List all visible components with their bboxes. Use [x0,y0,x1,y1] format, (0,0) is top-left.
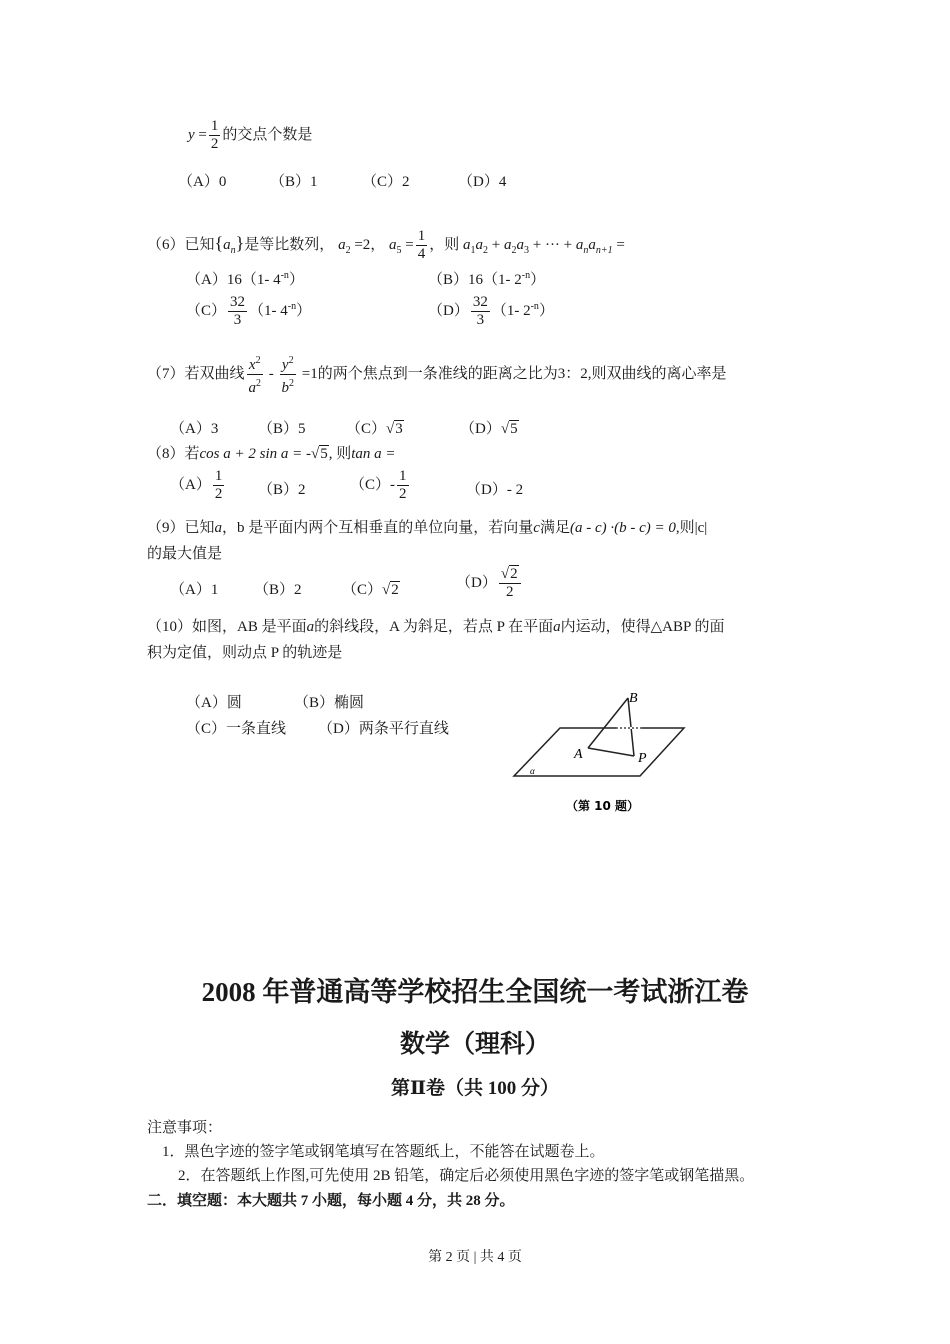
q10-option-d: （D）两条平行直线 [318,721,449,737]
q6-then-text: ，则 [429,236,460,253]
label-a: A [574,747,583,762]
figure-caption: （第 10 题） [566,799,640,813]
q6-seq-text: 是等比数列， [244,236,335,253]
q6-given-a2: =2， [354,236,386,253]
q6-given-a5: = [405,236,414,253]
q6-option-b: （B）16（1- $2^{-n}$） [428,270,546,288]
q6-option-a: （A）16（1- $4^{-n}$） [186,270,304,288]
q9-option-b: （B）2 [254,582,302,598]
q10-option-a: （A）圆 [186,695,242,711]
q10-option-c: （C）一条直线 [186,721,287,737]
q8-option-a: （A） $\frac{1}{2}$ [170,468,223,502]
q10-stem-line1: （10）如图，AB 是平面a的斜线段，A 为斜足，若点 P 在平面a内运动，使得△ABP 的面 [147,619,725,635]
q9-option-d: （D） $\frac{√2}{2}$ [456,566,523,601]
q8-label: （8）若 [147,446,200,462]
section-title: 2008 年普通高等学校招生全国统一考试浙江卷 [201,977,749,1007]
notice-item-2: 2．在答题纸上作图,可先使用 2B 铅笔，确定后必须使用黑色字迹的签字笔或钢笔描黑。 [178,1168,755,1184]
page-footer: 第 2 页 | 共 4 页 [428,1250,522,1265]
q10-option-b: （B）椭圆 [294,695,365,711]
volume-title: 第Ⅱ卷（共 100 分） [390,1078,559,1099]
label-p: P [638,751,647,766]
q6-stem: （6）已知$\{a_n\}$是等比数列， $a_2 =2$， $a_5$ = $\frac{1}{4}$ ，则 $a_1a_2 + a_2a_3$ + ··· + $a_na_{n+1}$ = [147,228,625,262]
q10-figure [508,688,692,820]
q9-stem-line2: 的最大值是 [147,546,223,562]
q8-expr: cos a + 2 sin a = - [199,446,312,462]
q5-equation: y = $\frac{1}{2}$ 的交点个数是 [188,118,313,152]
q5-option-b: （B）1 [270,174,318,190]
q6-option-d: （D） $\frac{32}{3}$ （1- $2^{-n}$） [428,294,554,328]
q7-stem: （7）若双曲线 $\frac{x^2}{a^2}$ - $\frac{y^2}{b^2}$ =1的两个焦点到一条准线的距离之比为3：2,则双曲线的离心率是 [147,352,727,397]
q9-option-a: （A）1 [170,582,219,598]
q8-option-c: （C）- $\frac{1}{2}$ [350,468,407,502]
segment-ap [588,748,634,756]
q5-option-d: （D）4 [458,174,507,190]
q8-tan: tan a = [351,446,396,462]
label-alpha: α [530,766,535,776]
q5-tail-text: 的交点个数是 [222,126,313,143]
q6-option-c: （C） $\frac{32}{3}$ （1- $4^{-n}$） [186,294,312,328]
q6-label: （6）已知 [147,236,215,253]
part-two-heading: 二．填空题：本大题共 7 小题，每小题 4 分，共 28 分。 [147,1193,515,1209]
q8-then: , 则 [328,446,352,462]
q8-option-b: （B）2 [258,482,306,498]
q7-label: （7）若双曲线 [147,365,245,382]
q7-option-c: （C）√3 [346,421,403,437]
q7-option-a: （A）3 [170,421,219,437]
q7-option-b: （B）5 [258,421,306,437]
notice-heading: 注意事项： [147,1120,223,1136]
q5-option-a: （A）0 [178,174,227,190]
q10-stem-line2: 积为定值，则动点 P 的轨迹是 [147,645,343,661]
label-b: B [629,691,638,706]
q8-stem: （8）若cos a + 2 sin a = -√5, 则tan a = [147,446,396,462]
q7-option-d: （D）√5 [460,421,518,437]
q9-option-c: （C）√2 [342,582,399,598]
q9-stem-line1: （9）已知a，b 是平面内两个互相垂直的单位向量，若向量c满足(a - c) ·(b - c) = 0,则|c| [147,520,708,536]
q5-option-c: （C）2 [362,174,410,190]
q8-option-d: （D）- 2 [466,482,524,498]
notice-item-1: 1．黑色字迹的签字笔或钢笔填写在答题纸上，不能答在试题卷上。 [162,1144,605,1160]
section-subtitle: 数学（理科） [399,1031,550,1058]
q7-tail-text: 的两个焦点到一条准线的距离之比为3：2,则双曲线的离心率是 [317,365,727,382]
segment-ab [588,698,628,748]
